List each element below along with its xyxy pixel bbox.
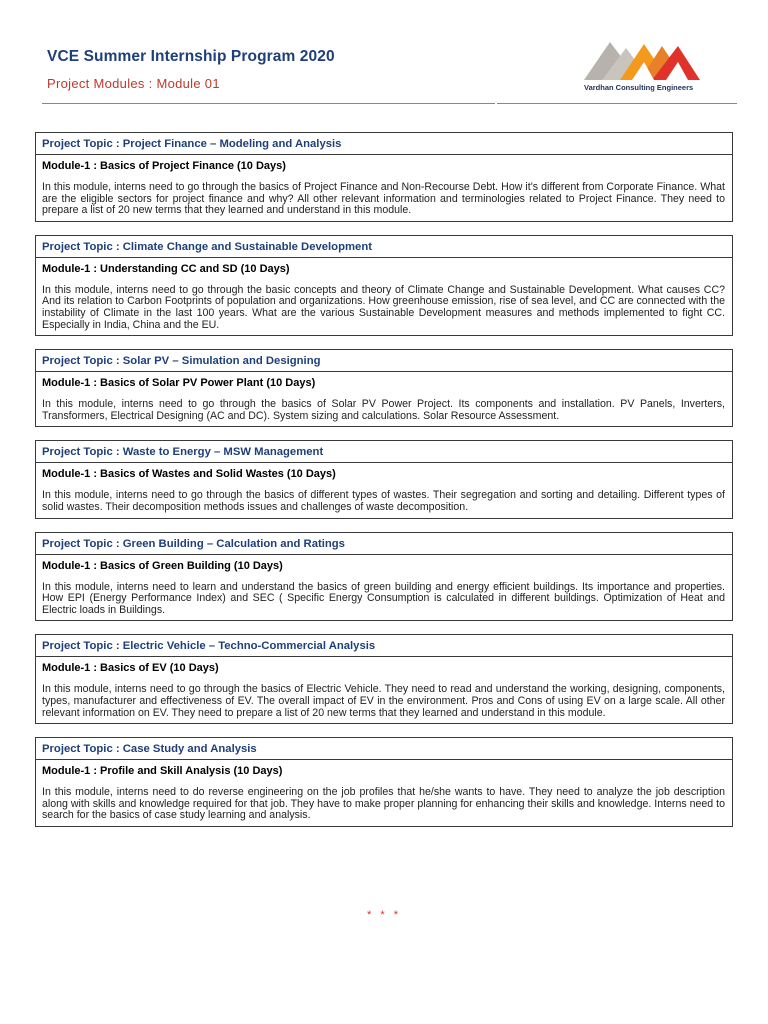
document-header [47, 48, 507, 91]
topic-card-green-building [35, 532, 733, 622]
topic-card-project-finance [35, 132, 733, 222]
topic-heading: Project Topic : Case Study and Analysis [36, 738, 732, 760]
topic-card-climate-change [35, 235, 733, 336]
topic-card-electric-vehicle [35, 634, 733, 724]
module-description: In this module, interns need to do reverse engineering on the job profiles that he/she wants to have. They need to analyze the job description along with skills and knowledge required for that job. They have to make proper planning for enhancing their skills and knowledge. Interns need to search for the basics of case study learning and analysis. [42, 786, 725, 822]
module-title: Module-1 : Basics of Green Building (10 Days) [42, 559, 283, 572]
company-logo [582, 36, 702, 98]
end-of-document-mark: * * * [367, 909, 401, 921]
topic-heading: Project Topic : Green Building – Calculation and Ratings [36, 533, 732, 555]
topic-card-solar-pv [35, 349, 733, 427]
logo-company-name: Vardhan Consulting Engineers [584, 83, 694, 92]
topic-card-waste-to-energy [35, 440, 733, 518]
document-subtitle: Project Modules : Module 01 [47, 76, 220, 91]
document-title: VCE Summer Internship Program 2020 [47, 48, 335, 65]
module-description: In this module, interns need to go through the basics of Solar PV Power Project. Its components and installation. PV Panels, Inverters, Transformers, Electrical Designing (AC and DC). System sizing and calculations. Solar Resource Assessment. [42, 398, 725, 422]
mountain-logo-icon [582, 36, 702, 82]
topic-body [36, 463, 732, 517]
module-description: In this module, interns need to go through the basic concepts and theory of Climate Change and Sustainable Development. What causes CC? And its relation to Carbon Footprints of population and organizations. How greenhouse emission, rise of sea level, and CC are connected with the instability of Climate in the last 100 years. What are the various Sustainable Development measures and methods implemented to fight CC. Especially in India, China and the EU. [42, 283, 725, 331]
topic-heading: Project Topic : Climate Change and Sustainable Development [36, 236, 732, 258]
topic-body [36, 372, 732, 426]
topic-body [36, 760, 732, 826]
module-description: In this module, interns need to go through the basics of different types of wastes. Their segregation and sorting and detailing. Different types of solid wastes. Their decomposition methods issues and challenges of waste decomposition. [42, 489, 725, 513]
topic-heading: Project Topic : Solar PV – Simulation and Designing [36, 350, 732, 372]
topic-heading: Project Topic : Project Finance – Modeling and Analysis [36, 133, 732, 155]
topic-heading: Project Topic : Waste to Energy – MSW Management [36, 441, 732, 463]
topic-card-case-study [35, 737, 733, 827]
header-divider-left [42, 103, 495, 104]
module-title: Module-1 : Basics of Project Finance (10 Days) [42, 160, 286, 172]
module-title: Module-1 : Profile and Skill Analysis (10 Days) [42, 765, 283, 778]
topic-body [36, 657, 732, 723]
module-title: Module-1 : Understanding CC and SD (10 Days) [42, 262, 290, 275]
module-description: In this module, interns need to go through the basics of Electric Vehicle. They need to read and understand the working, designing, components, types, manufacturer and effectiveness of EV. The overall impact of EV in the environment. Pros and Cons of using EV on a large scale. All other relevant information on EV. They need to prepare a list of 20 new terms that they learned and understand in this module. [42, 683, 725, 719]
header-divider-right [497, 103, 737, 104]
module-description: In this module, interns need to learn and understand the basics of green building and energy efficient buildings. Its importance and properties. How EPI (Energy Performance Index) and SEC ( Specific Energy Consumption is calculated in different buildings. Optimization of Heat and Electric loads in Buildings. [42, 580, 725, 616]
topic-body [36, 555, 732, 621]
module-description: In this module, interns need to go through the basics of Project Finance and Non-Recourse Debt. How it's different from Corporate Finance. What are the eligible sectors for project finance and why? All other relevant information and terminologies related to Project Finance. They need to prepare a list of 20 new terms that they learned and understand in this module. [42, 181, 725, 217]
topic-body [36, 155, 732, 221]
topic-heading: Project Topic : Electric Vehicle – Techno-Commercial Analysis [36, 635, 732, 657]
topic-body [36, 258, 732, 335]
module-title: Module-1 : Basics of EV (10 Days) [42, 662, 219, 675]
topics-list [35, 132, 733, 840]
module-title: Module-1 : Basics of Solar PV Power Plant (10 Days) [42, 377, 316, 390]
module-title: Module-1 : Basics of Wastes and Solid Wastes (10 Days) [42, 468, 336, 481]
